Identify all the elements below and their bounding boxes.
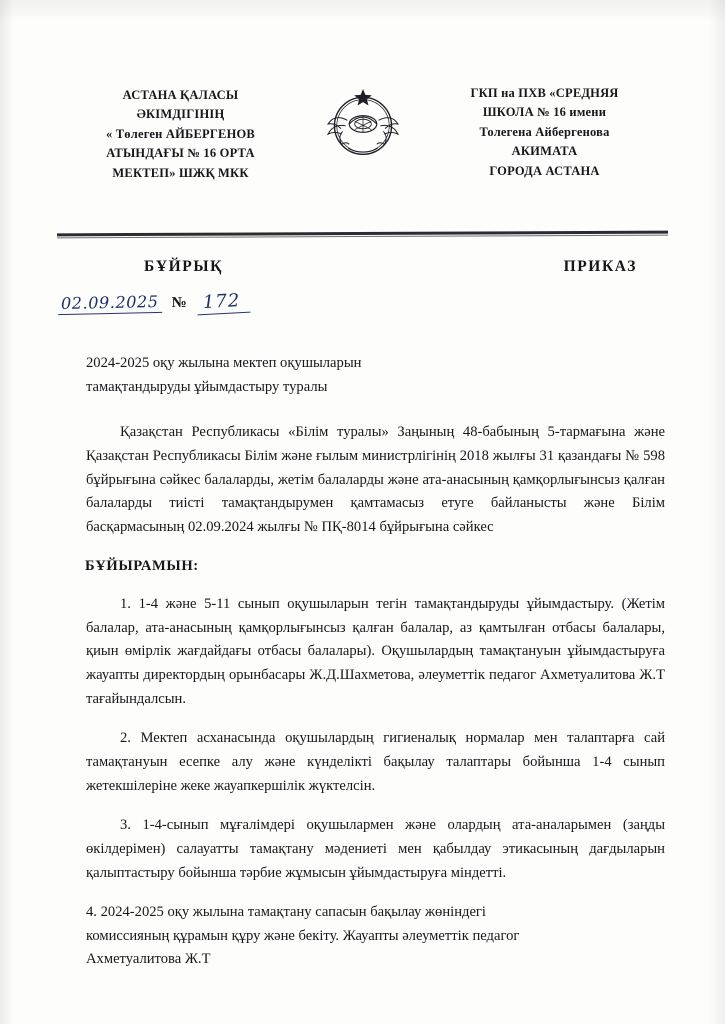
letterhead-kazakh-line-2: ӘКІМДІГІНІҢ <box>136 107 225 122</box>
letterhead-russian-line-2: ШКОЛА № 16 имени <box>482 105 607 120</box>
letterhead-russian-line-3: Толегена Айбергенова <box>479 124 610 139</box>
letterhead-kazakh-line-4: АТЫНДАҒЫ № 16 ОРТА <box>106 146 255 161</box>
order-number-label: № <box>171 294 187 311</box>
letterhead <box>0 0 725 183</box>
letterhead-russian-org <box>429 84 661 181</box>
order-item-3: 3. 1-4-сынып мұғалімдері оқушылармен және олардың ата-аналарымен (заңды өкілдерімен) салауатты тамақтану мәдениеті мен қабылдау этикасының дағдыларын қалыптастыру бойынша тәрбие жұмысын ұйымдастыруға міндетті. <box>86 817 665 881</box>
page-title-kazakh: БҰЙРЫҚ <box>144 258 224 275</box>
subject-line-2: тамақтандыруды ұйымдастыру туралы <box>86 378 328 395</box>
document-title-row <box>0 258 725 276</box>
state-emblem-icon <box>317 78 409 170</box>
emblem-container <box>307 78 419 170</box>
order-keyword: БҰЙЫРАМЫН: <box>85 558 199 575</box>
letterhead-russian-line-5: ГОРОДА АСТАНА <box>489 163 600 178</box>
order-item-4-line-2: комиссияның құрамын құру және бекіту. Жауапты әлеуметтік педагог <box>86 927 520 944</box>
order-item-4-line-1: 4. 2024-2025 оқу жылына тамақтану сапасын бақылау жөніндегі <box>86 904 486 921</box>
order-item-1: 1. 1-4 және 5-11 сынып оқушыларын тегін тамақтандыруды ұйымдастыру. (Жетім балалар, ата-анасының қамқорлығынсыз қалған балалар, аз қамтылған отбасы балалары, қиын өмірлік жағдайдағы отбасы балалары). Оқушылардың тамақтануын ұйымдастыруға жауапты директордың орынбасары Ж.Д.Шахметова, әлеуметтік педагог Ахметуалитова Ж.Т тағайындалсын. <box>86 596 665 707</box>
order-item-4 <box>86 901 665 972</box>
letterhead-kazakh-line-1: АСТАНА ҚАЛАСЫ <box>122 88 239 102</box>
letterhead-kazakh-org <box>65 86 297 183</box>
letterhead-russian-line-1: ГКП на ПХВ «СРЕДНЯЯ <box>470 86 619 100</box>
letterhead-kazakh-line-5: МЕКТЕП» ШЖҚ МКК <box>112 165 249 180</box>
order-item-2: 2. Мектеп асханасында оқушылардың гигиеналық нормалар мен талаптарға сай тамақтануын есепке алу және күнделікті бақылау талаптары бойынша 1-4 сынып жетекшілеріне жеке жауапкершілік жүктелсін. <box>86 730 665 794</box>
subject-line-1: 2024-2025 оқу жылына мектеп оқушыларын <box>86 355 362 371</box>
order-number-handwritten: 172 <box>196 291 250 316</box>
preamble-paragraph: Қазақстан Республикасы «Білім туралы» Заңының 48-бабының 5-тармағына және Қазақстан Республикасы Білім және ғылым министрлігінің 2018 жылғы 31 қазандағы № 598 бұйрығына сәйкес балаларды, жетім балаларды және ата-анасының қамқорлығынсыз қалған балаларды тиісті тамақтандырумен қамтамасыз етуге байланысты және Білім басқармасының 02.09.2024 жылғы № ПҚ-8014 бұйрығына сәйкес <box>86 424 665 535</box>
document-subject <box>86 352 665 399</box>
document-body <box>86 352 665 988</box>
header-divider <box>57 231 668 237</box>
letterhead-kazakh-line-3: « Төлеген АЙБЕРГЕНОВ <box>106 126 255 141</box>
order-date-handwritten: 02.09.2025 <box>58 293 162 315</box>
letterhead-russian-line-4: АКИМАТА <box>511 144 578 159</box>
order-item-4-line-3: Ахметуалитова Ж.Т <box>86 951 211 968</box>
page-title-russian: ПРИКАЗ <box>563 258 637 275</box>
registration-line <box>58 292 250 314</box>
